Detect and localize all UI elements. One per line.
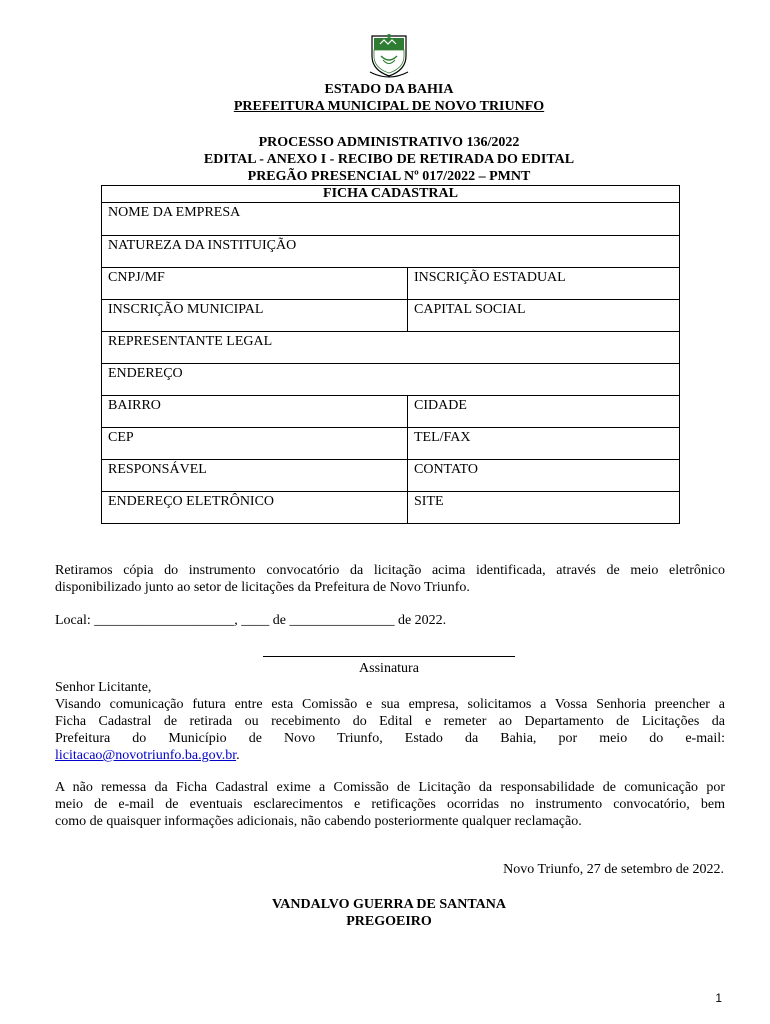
field-responsible[interactable]: RESPONSÁVEL: [102, 460, 408, 492]
instructions-line-1: Visando comunicação futura entre esta Comissão e sua empresa, solicitamos a Vossa Senhoria preencher a: [55, 697, 725, 712]
instructions-line-2: Ficha Cadastral de retirada ou recebimento do Edital e remeter ao Departamento de Licitações da: [55, 714, 725, 729]
receipt-line-1: Retiramos cópia do instrumento convocatório da licitação acima identificada, através de meio eletrônico: [55, 563, 725, 578]
form-title: FICHA CADASTRAL: [102, 186, 680, 203]
field-share-capital[interactable]: CAPITAL SOCIAL: [408, 300, 680, 332]
field-legal-representative[interactable]: REPRESENTANTE LEGAL: [102, 332, 680, 364]
signatory-name: VANDALVO GUERRA DE SANTANA: [271, 897, 506, 912]
disclaimer-line-1: A não remessa da Ficha Cadastral exime a Comissão de Licitação da responsabilidade de comunicação por: [55, 780, 725, 795]
field-state-registration[interactable]: INSCRIÇÃO ESTADUAL: [408, 268, 680, 300]
field-company-name[interactable]: NOME DA EMPRESA: [102, 203, 680, 236]
disclaimer-line-2: meio de e-mail de eventuais esclarecimentos e retificações ocorridas no instrumento convocatório, bem: [55, 797, 725, 812]
email-link[interactable]: licitacao@novotriunfo.ba.gov.br: [55, 748, 237, 763]
pregao-number: PREGÃO PRESENCIAL Nº 017/2022 – PMNT: [247, 169, 531, 184]
signature-label: Assinatura: [359, 661, 419, 676]
signature-line: [263, 656, 515, 657]
document-header: [0, 81, 770, 115]
field-email-address[interactable]: ENDEREÇO ELETRÔNICO: [102, 492, 408, 524]
signatory-block: [0, 896, 770, 930]
page-number: 1: [715, 991, 722, 1005]
process-number: PROCESSO ADMINISTRATIVO 136/2022: [258, 135, 520, 150]
receipt-paragraph: [55, 562, 725, 596]
field-district[interactable]: BAIRRO: [102, 396, 408, 428]
field-site[interactable]: SITE: [408, 492, 680, 524]
email-line: [55, 747, 725, 764]
municipality-name: PREFEITURA MUNICIPAL DE NOVO TRIUNFO: [233, 99, 545, 114]
signatory-role: PREGOEIRO: [346, 914, 432, 929]
field-city[interactable]: CIDADE: [408, 396, 680, 428]
registration-form-table: [101, 185, 680, 524]
receipt-line-2: disponibilizado junto ao setor de licitações da Prefeitura de Novo Triunfo.: [55, 580, 470, 595]
disclaimer-paragraph: [55, 779, 725, 830]
document-date: Novo Triunfo, 27 de setembro de 2022.: [503, 862, 724, 877]
greeting: Senhor Licitante,: [55, 680, 152, 695]
disclaimer-line-3: como de quaisquer informações adicionais, não cabendo posteriormente qualquer reclamação.: [55, 814, 582, 829]
instructions-line-3: Prefeitura do Município de Novo Triunfo, Estado da Bahia, por meio do e-mail:: [55, 731, 725, 746]
field-cnpj[interactable]: CNPJ/MF: [102, 268, 408, 300]
email-suffix: .: [236, 748, 240, 763]
municipal-crest-logo: [368, 34, 410, 80]
field-institution-nature[interactable]: NATUREZA DA INSTITUIÇÃO: [102, 236, 680, 268]
edital-annex-title: EDITAL - ANEXO I - RECIBO DE RETIRADA DO EDITAL: [203, 152, 575, 167]
process-heading: [0, 134, 770, 185]
field-zip[interactable]: CEP: [102, 428, 408, 460]
field-contact[interactable]: CONTATO: [408, 460, 680, 492]
local-date-line: Local: ____________________, ____ de _______________ de 2022.: [55, 613, 447, 628]
instructions-paragraph: [55, 679, 725, 764]
field-municipal-registration[interactable]: INSCRIÇÃO MUNICIPAL: [102, 300, 408, 332]
field-address[interactable]: ENDEREÇO: [102, 364, 680, 396]
state-name: ESTADO DA BAHIA: [324, 82, 454, 97]
field-phone[interactable]: TEL/FAX: [408, 428, 680, 460]
